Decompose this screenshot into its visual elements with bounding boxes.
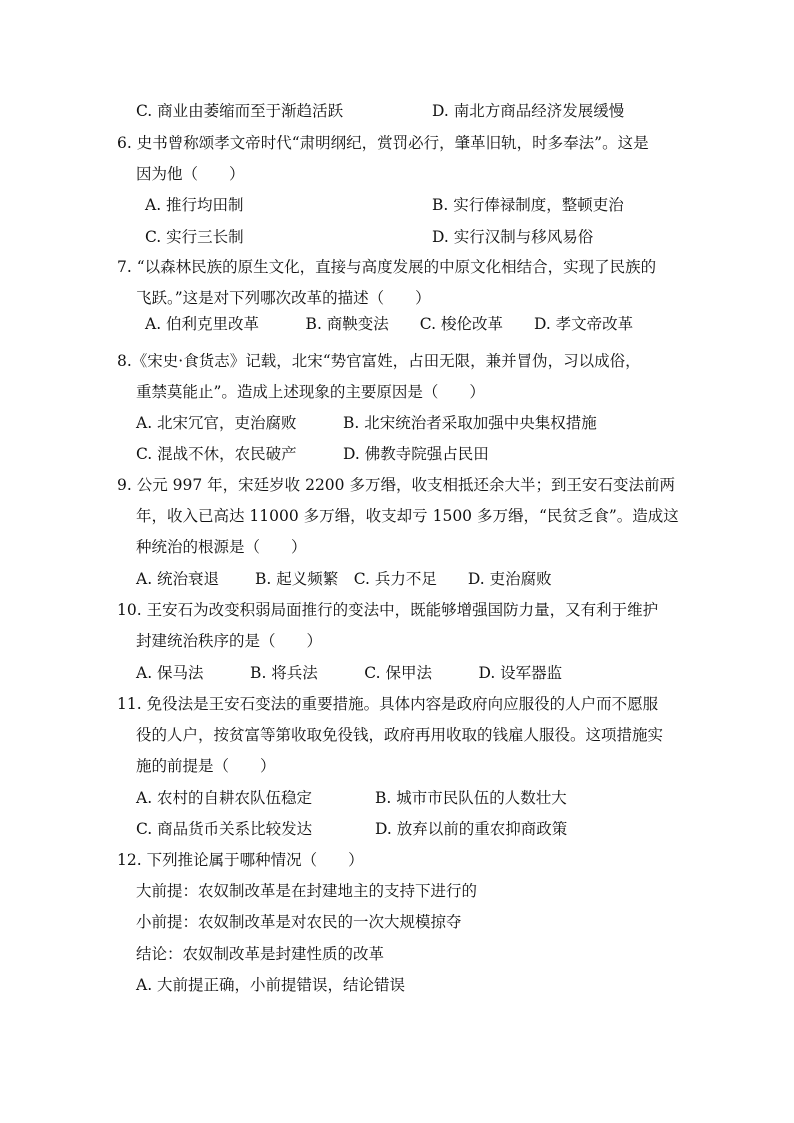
q10-stem-line1: 10. 王安石为改变积弱局面推行的变法中，既能够增强国防力量，又有利于维护 — [117, 601, 659, 619]
q11-stem-line3: 施的前提是（ ） — [136, 757, 276, 775]
q8-option-d: D. 佛教寺院强占民田 — [343, 445, 489, 463]
q12-major-premise: 大前提：农奴制改革是在封建地主的支持下进行的 — [136, 882, 478, 900]
q6-option-c: C. 实行三长制 — [145, 228, 244, 246]
q9-stem-line2: 年，收入已高达 11000 多万缗，收支却亏 1500 多万缗，“民贫乏食”。造成这 — [136, 507, 679, 525]
q11-option-a: A. 农村的自耕农队伍稳定 — [136, 789, 313, 807]
q6-option-b: B. 实行俸禄制度，整顿吏治 — [432, 196, 624, 214]
q8-stem-line2: 重禁莫能止”。造成上述现象的主要原因是（ ） — [136, 383, 485, 401]
q12-conclusion: 结论：农奴制改革是封建性质的改革 — [136, 945, 385, 963]
q8-option-b: B. 北宋统治者采取加强中央集权措施 — [343, 414, 597, 432]
q8-option-a: A. 北宋冗官，吏治腐败 — [136, 414, 297, 432]
q12-minor-premise: 小前提：农奴制改革是对农民的一次大规模掠夺 — [136, 913, 462, 931]
q11-stem-line2: 役的人户，按贫富等第收取免役钱，政府再用收取的钱雇人服役。这项措施实 — [136, 726, 664, 744]
q12-stem: 12. 下列推论属于哪种情况（ ） — [117, 851, 364, 869]
q11-option-c: C. 商品货币关系比较发达 — [136, 820, 313, 838]
q10-stem-line2: 封建统治秩序的是（ ） — [136, 632, 323, 650]
q10-options: A. 保马法 B. 将兵法 C. 保甲法 D. 设军器监 — [136, 664, 563, 682]
q8-option-c: C. 混战不休，农民破产 — [136, 445, 297, 463]
q6-option-a: A. 推行均田制 — [145, 196, 244, 214]
q6-option-d: D. 实行汉制与移风易俗 — [432, 228, 594, 246]
q6-stem-line2: 因为他（ ） — [136, 165, 245, 183]
q6-stem-line1: 6. 史书曾称颂孝文帝时代“肃明纲纪，赏罚必行，肇革旧轨，时多奉法”。这是 — [117, 134, 649, 152]
q5-option-d: D. 南北方商品经济发展缓慢 — [432, 102, 625, 120]
q7-stem-line1: 7. “以森林民族的原生文化，直接与高度发展的中原文化相结合，实现了民族的 — [117, 258, 657, 276]
q11-option-d: D. 放弃以前的重农抑商政策 — [375, 820, 568, 838]
q7-stem-line2: 飞跃。”这是对下列哪次改革的描述（ ） — [136, 289, 431, 307]
q9-stem-line1: 9. 公元 997 年，宋廷岁收 2200 多万缗，收支相抵还余大半；到王安石变法前两 — [117, 476, 675, 494]
q9-stem-line3: 种统治的根源是（ ） — [136, 538, 307, 556]
q5-option-c: C. 商业由萎缩而至于渐趋活跃 — [136, 102, 344, 120]
q12-option-a: A. 大前提正确，小前提错误，结论错误 — [136, 976, 406, 994]
q11-stem-line1: 11. 免役法是王安石变法的重要措施。具体内容是政府向应服役的人户而不愿服 — [117, 695, 659, 713]
q7-options: A. 伯利克里改革 B. 商鞅变法 C. 梭伦改革 D. 孝文帝改革 — [145, 315, 634, 333]
q9-options: A. 统治衰退 B. 起义频繁 C. 兵力不足 D. 吏治腐败 — [136, 570, 552, 588]
q8-stem-line1: 8.《宋史·食货志》记载，北宋“势官富姓，占田无限，兼并冒伪，习以成俗， — [117, 352, 641, 370]
q11-option-b: B. 城市市民队伍的人数壮大 — [375, 789, 567, 807]
